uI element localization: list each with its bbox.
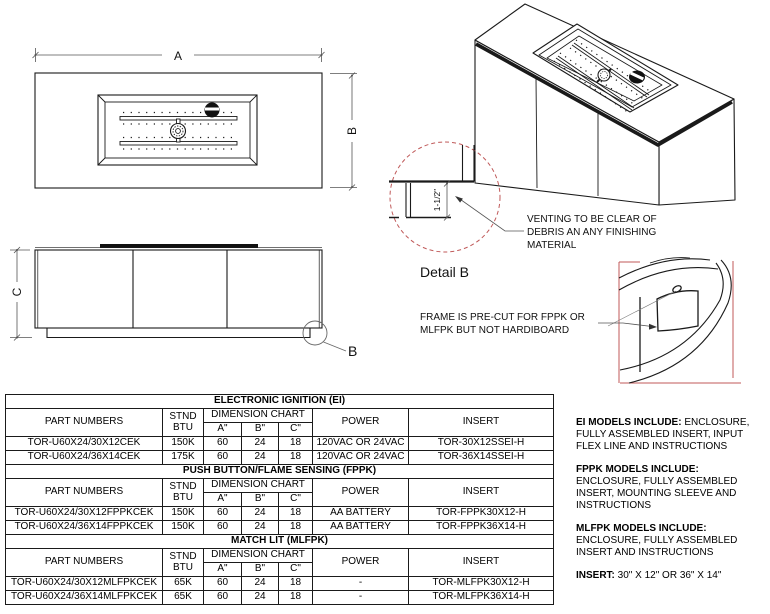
section-title: MATCH LIT (MLFPK) — [6, 535, 554, 549]
frame-note-line1: FRAME IS PRE-CUT FOR FPPK OR — [420, 312, 585, 323]
btu-cell: 150K — [163, 437, 204, 451]
stnd-label: STND — [169, 411, 197, 422]
note-ei-models — [576, 417, 764, 453]
col-header-insert: INSERT — [409, 479, 554, 507]
col-header-b: B" — [242, 423, 279, 437]
header-row — [6, 409, 554, 423]
note-fppk-models-heading: FPPK MODELS INCLUDE: — [576, 464, 699, 475]
part-number-cell: TOR-U60X24/30X12FPPKCEK — [6, 507, 163, 521]
col-header-b: B" — [242, 563, 279, 577]
col-header-c: C" — [279, 563, 313, 577]
note-mlfpk-models-heading: MLFPK MODELS INCLUDE: — [576, 523, 707, 534]
insert-cell: TOR-FPPK36X14-H — [409, 521, 554, 535]
col-header-c: C" — [279, 423, 313, 437]
header-row — [6, 549, 554, 563]
note-fppk-models-text: ENCLOSURE, FULLY ASSEMBLED INSERT, MOUNTING SLEEVE AND INSTRUCTIONS — [576, 476, 738, 511]
table-section-ei — [6, 395, 554, 465]
col-header-stnd-btu — [163, 479, 204, 507]
part-number-cell: TOR-U60X24/30X12CEK — [6, 437, 163, 451]
col-header-power: POWER — [313, 479, 409, 507]
detail-b-ref-label: B — [348, 343, 358, 359]
note-ei-models-text: ENCLOSURE, FULLY ASSEMBLED INSERT, INPUT FLEX LINE AND INSTRUCTIONS — [576, 417, 750, 452]
stnd-label: STND — [169, 481, 197, 492]
isometric-view — [475, 4, 735, 205]
dim-a-cell: 60 — [204, 437, 242, 451]
btu-label: BTU — [173, 491, 193, 503]
section-title: ELECTRONIC IGNITION (EI) — [6, 395, 554, 409]
venting-leader — [455, 196, 524, 231]
btu-cell: 150K — [163, 521, 204, 535]
btu-label: BTU — [173, 561, 193, 573]
note-ei-models-heading: EI MODELS INCLUDE: — [576, 417, 682, 428]
table-section-mlfpk — [6, 535, 554, 605]
col-header-stnd-btu — [163, 549, 204, 577]
power-cell: - — [313, 577, 409, 591]
insert-cell: TOR-MLFPK36X14-H — [409, 591, 554, 605]
part-number-cell: TOR-U60X24/36X14MLFPKCEK — [6, 591, 163, 605]
vent-gap-dim-label: 1-1/2" — [432, 188, 442, 212]
table-row — [6, 507, 554, 521]
section-title-row — [6, 395, 554, 409]
note-insert-sizes-text: 30" X 12" OR 36" X 14" — [614, 570, 722, 581]
btu-cell: 65K — [163, 577, 204, 591]
note-insert-sizes-heading: INSERT: — [576, 570, 615, 581]
dim-c-cell: 18 — [279, 437, 313, 451]
btu-cell: 65K — [163, 591, 204, 605]
insert-cell: TOR-30X12SSEI-H — [409, 437, 554, 451]
col-header-a: A" — [204, 493, 242, 507]
dim-b-cell: 24 — [242, 577, 279, 591]
col-header-dimension-chart: DIMENSION CHART — [204, 409, 313, 423]
insert-cell: TOR-MLFPK30X12-H — [409, 577, 554, 591]
detail-b-title: Detail B — [420, 264, 470, 280]
power-cell: 120VAC OR 24VAC — [313, 437, 409, 451]
front-view — [35, 244, 322, 338]
header-row — [6, 479, 554, 493]
dim-a-cell: 60 — [204, 591, 242, 605]
top-view — [35, 73, 322, 188]
venting-note-line2: DEBRIS AN ANY FINISHING — [527, 227, 657, 238]
venting-note-line3: MATERIAL — [527, 240, 577, 251]
dim-c-cell: 18 — [279, 507, 313, 521]
dim-c-cell: 18 — [279, 591, 313, 605]
table-row — [6, 591, 554, 605]
dim-c-label: C — [10, 287, 24, 297]
dim-a-cell: 60 — [204, 451, 242, 465]
section-title-row — [6, 535, 554, 549]
dim-a-cell: 60 — [204, 521, 242, 535]
dim-b-label: B — [345, 126, 359, 136]
table-section-fppk — [6, 465, 554, 535]
power-cell: - — [313, 591, 409, 605]
col-header-power: POWER — [313, 549, 409, 577]
frame-note-line2: MLFPK BUT NOT HARDIBOARD — [420, 325, 570, 336]
dim-b-cell: 24 — [242, 451, 279, 465]
venting-note — [527, 214, 657, 251]
table-row — [6, 437, 554, 451]
section-title-row — [6, 465, 554, 479]
frame-detail-view — [598, 258, 741, 383]
dim-c-cell: 18 — [279, 577, 313, 591]
frame-note — [420, 312, 585, 336]
note-mlfpk-models — [576, 523, 764, 559]
col-header-part-numbers: PART NUMBERS — [6, 409, 163, 437]
dim-a-label: A — [173, 49, 183, 63]
note-mlfpk-models-text: ENCLOSURE, FULLY ASSEMBLED INSERT AND INSTRUCTIONS — [576, 535, 738, 558]
col-header-dimension-chart: DIMENSION CHART — [204, 549, 313, 563]
side-notes — [576, 417, 764, 593]
dim-b-cell: 24 — [242, 507, 279, 521]
col-header-power: POWER — [313, 409, 409, 437]
part-number-cell: TOR-U60X24/30X12MLFPKCEK — [6, 577, 163, 591]
col-header-c: C" — [279, 493, 313, 507]
dim-b-cell: 24 — [242, 591, 279, 605]
dim-b-cell: 24 — [242, 437, 279, 451]
col-header-dimension-chart: DIMENSION CHART — [204, 479, 313, 493]
spec-table — [5, 394, 554, 605]
col-header-part-numbers: PART NUMBERS — [6, 549, 163, 577]
power-cell: AA BATTERY — [313, 521, 409, 535]
venting-note-line1: VENTING TO BE CLEAR OF — [527, 214, 657, 225]
note-insert-sizes — [576, 570, 764, 582]
col-header-b: B" — [242, 493, 279, 507]
part-number-cell: TOR-U60X24/36X14FPPKCEK — [6, 521, 163, 535]
col-header-stnd-btu — [163, 409, 204, 437]
table-row — [6, 521, 554, 535]
btu-cell: 175K — [163, 451, 204, 465]
col-header-insert: INSERT — [409, 409, 554, 437]
col-header-insert: INSERT — [409, 549, 554, 577]
insert-cell: TOR-FPPK30X12-H — [409, 507, 554, 521]
dim-a-cell: 60 — [204, 577, 242, 591]
stnd-label: STND — [169, 551, 197, 562]
power-cell: 120VAC OR 24VAC — [313, 451, 409, 465]
btu-label: BTU — [173, 421, 193, 433]
power-cell: AA BATTERY — [313, 507, 409, 521]
dim-a-cell: 60 — [204, 507, 242, 521]
col-header-a: A" — [204, 563, 242, 577]
col-header-a: A" — [204, 423, 242, 437]
btu-cell: 150K — [163, 507, 204, 521]
note-fppk-models — [576, 464, 764, 512]
table-row — [6, 577, 554, 591]
col-header-part-numbers: PART NUMBERS — [6, 479, 163, 507]
section-title: PUSH BUTTON/FLAME SENSING (FPPK) — [6, 465, 554, 479]
insert-cell: TOR-36X14SSEI-H — [409, 451, 554, 465]
part-number-cell: TOR-U60X24/36X14CEK — [6, 451, 163, 465]
table-row — [6, 451, 554, 465]
dim-c-cell: 18 — [279, 451, 313, 465]
dim-c-cell: 18 — [279, 521, 313, 535]
dim-b-cell: 24 — [242, 521, 279, 535]
